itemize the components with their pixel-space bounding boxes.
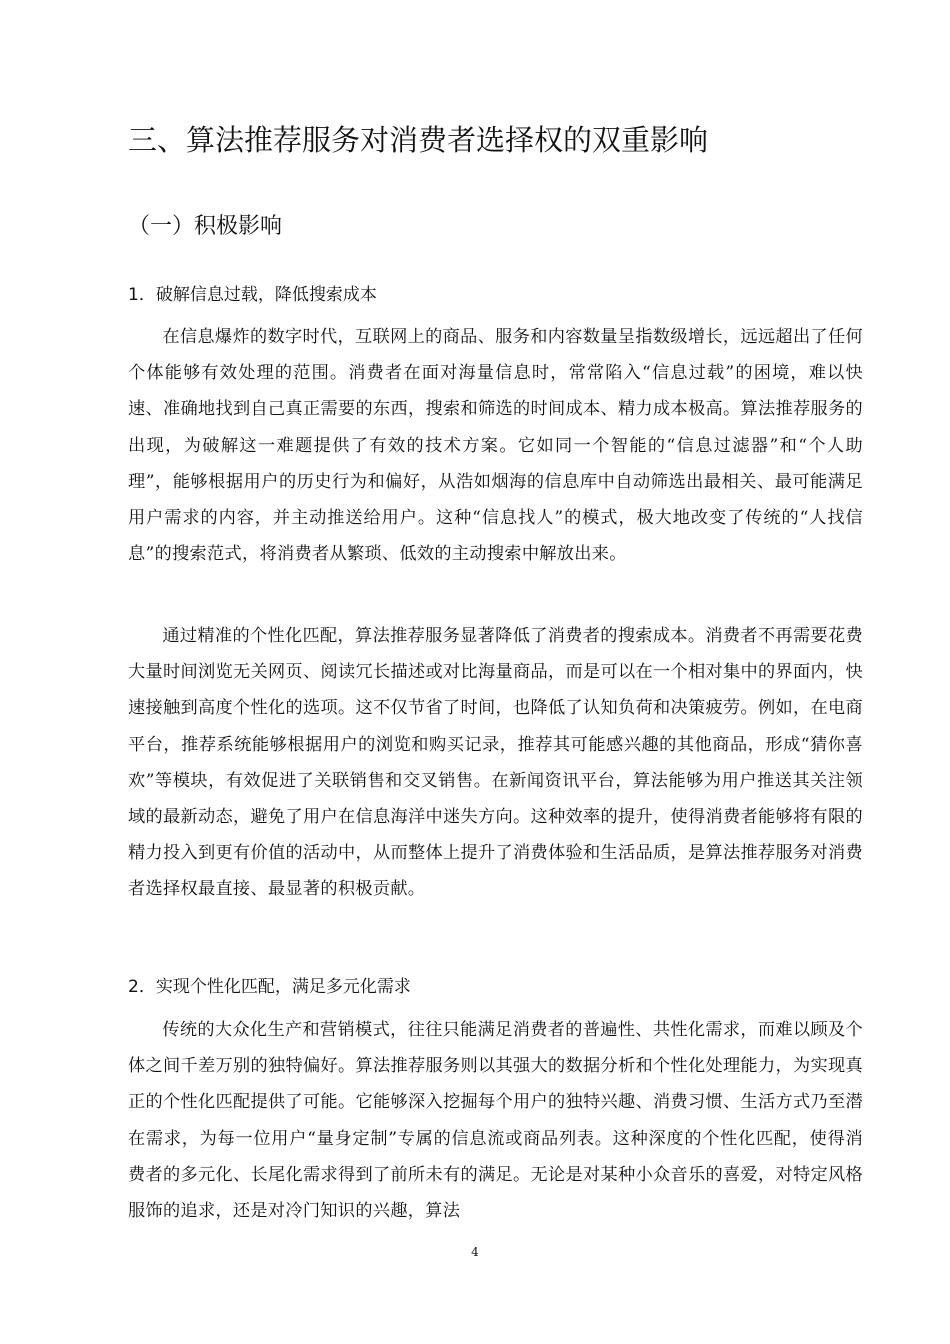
paragraph: 在信息爆炸的数字时代，互联网上的商品、服务和内容数量呈指数级增长，远远超出了任何个体能够有效处理的范围。消费者在面对海量信息时，常常陷入“信息过载”的困境，难以快速、准确地找到自己真正需要的东西，搜索和筛选的时间成本、精力成本极高。算法推荐服务的出现，为破解这一难题提供了有效的技术方案。它如同一个智能的“信息过滤器”和“个人助理”，能够根据用户的历史行为和偏好，从浩如烟海的信息库中自动筛选出最相关、最可能满足用户需求的内容，并主动推送给用户。这种“信息找人”的模式，极大地改变了传统的“人找信息”的搜索范式，将消费者从繁琐、低效的主动搜索中解放出来。: [128, 327, 863, 565]
subsection-title: （一）积极影响: [128, 214, 283, 239]
item-1-title: 1．破解信息过载，降低搜索成本: [128, 285, 377, 305]
paragraph: 传统的大众化生产和营销模式，往往只能满足消费者的普遍性、共性化需求，而难以顾及个体之间千差万别的独特偏好。算法推荐服务则以其强大的数据分析和个性化处理能力，为实现真正的个性化匹配提供了可能。它能够深入挖掘每个用户的独特兴趣、消费习惯、生活方式乃至潜在需求，为每一位用户“量身定制”专属的信息流或商品列表。这种深度的个性化匹配，使得消费者的多元化、长尾化需求得到了前所未有的满足。无论是对某种小众音乐的喜爱，对特定风格服饰的追求，还是对冷门知识的兴趣，算法: [128, 1020, 863, 1222]
item-2-title: 2．实现个性化匹配，满足多元化需求: [128, 977, 411, 997]
section-title: 三、算法推荐服务对消费者选择权的双重影响: [128, 123, 709, 157]
paragraph: 通过精准的个性化匹配，算法推荐服务显著降低了消费者的搜索成本。消费者不再需要花费大量时间浏览无关网页、阅读冗长描述或对比海量商品，而是可以在一个相对集中的界面内，快速接触到高度个性化的选项。这不仅节省了时间，也降低了认知负荷和决策疲劳。例如，在电商平台，推荐系统能够根据用户的浏览和购买记录，推荐其可能感兴趣的其他商品，形成“猜你喜欢”等模块，有效促进了关联销售和交叉销售。在新闻资讯平台，算法能够为用户推送其关注领域的最新动态，避免了用户在信息海洋中迷失方向。这种效率的提升，使得消费者能够将有限的精力投入到更有价值的活动中，从而整体上提升了消费体验和生活品质，是算法推荐服务对消费者选择权最直接、最显著的积极贡献。: [128, 626, 863, 900]
page-number: 4: [471, 1245, 479, 1259]
